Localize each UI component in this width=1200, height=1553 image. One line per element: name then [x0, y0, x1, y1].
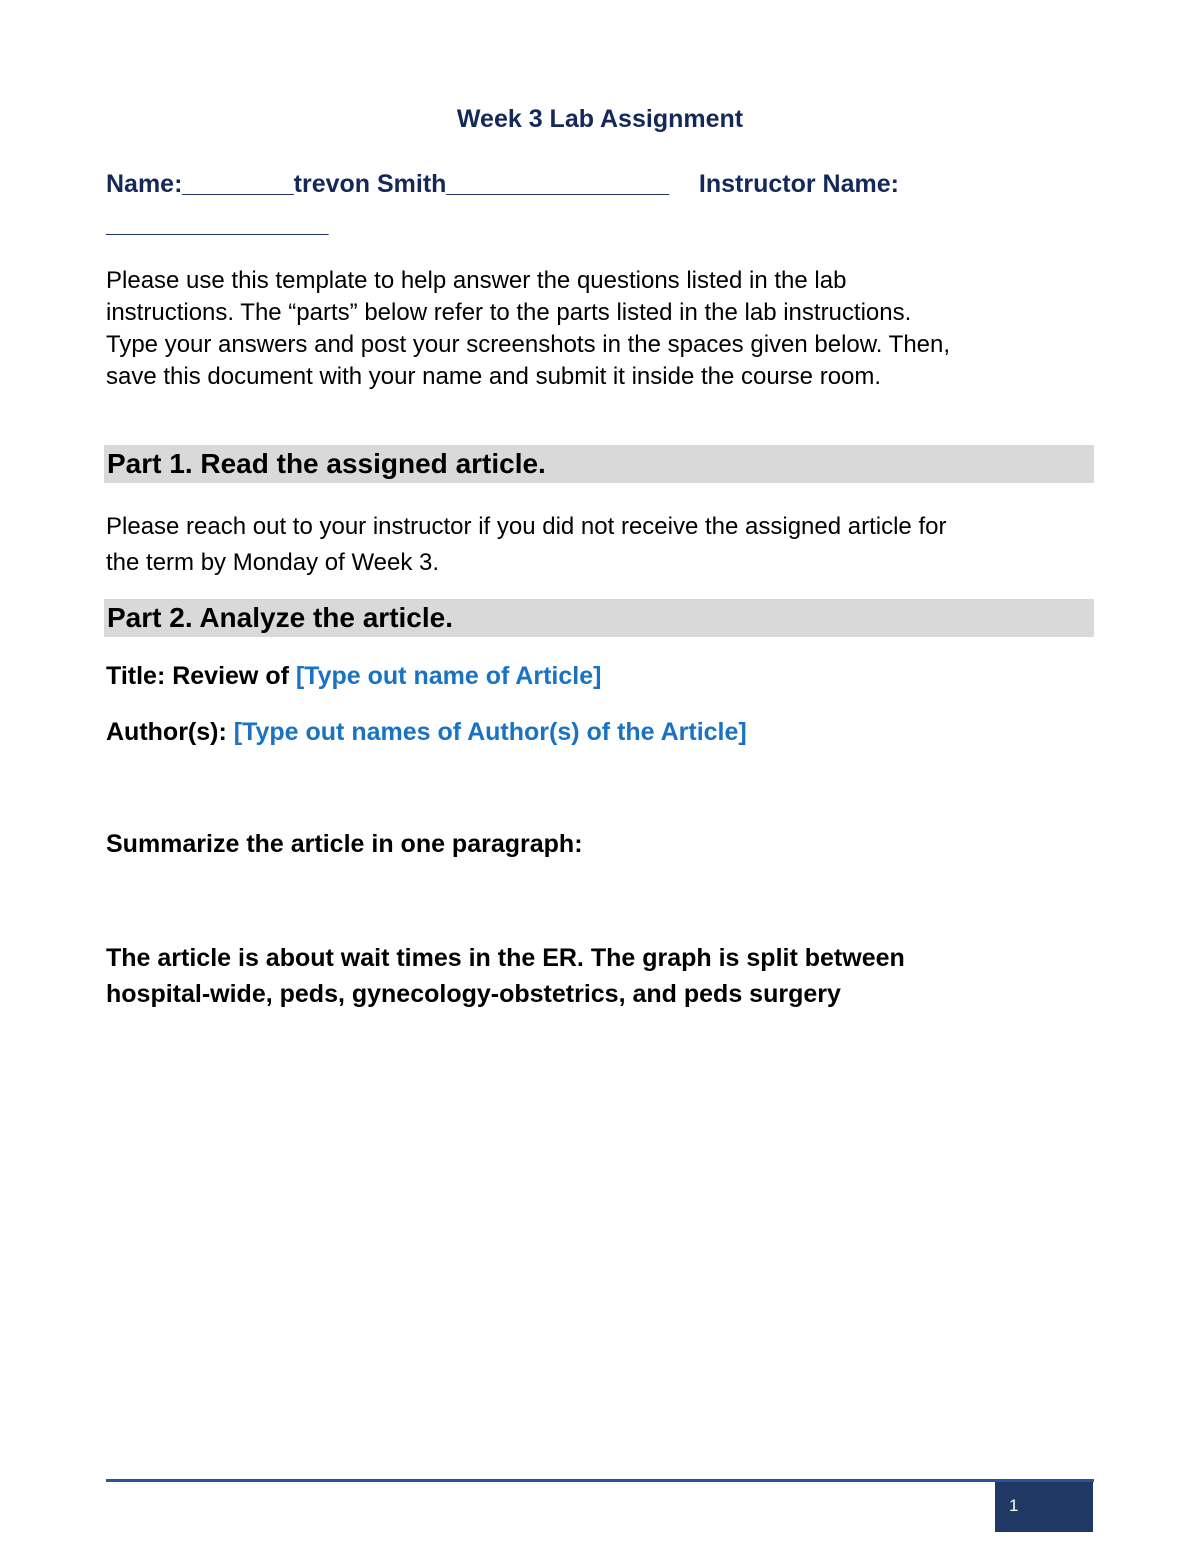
intro-line: instructions. The “parts” below refer to the parts listed in the lab instructions.: [106, 299, 912, 326]
instructor-name-label: Instructor Name:: [698, 170, 899, 198]
article-title-placeholder[interactable]: [Type out name of Article]: [295, 662, 602, 690]
intro-paragraph: [106, 265, 1106, 393]
part1-line: the term by Monday of Week 3.: [106, 549, 440, 576]
summary-answer[interactable]: [106, 940, 1106, 1012]
document-title: Week 3 Lab Assignment: [456, 105, 744, 133]
footer-divider: [106, 1479, 1094, 1482]
student-name-field[interactable]: Name:________trevon Smith________________: [106, 170, 669, 198]
summary-line: The article is about wait times in the ER. The graph is split between: [106, 944, 905, 972]
article-title-row: [106, 662, 601, 691]
intro-line: Type your answers and post your screenshots in the spaces given below. Then,: [106, 331, 951, 358]
page-number: 1: [1009, 1496, 1019, 1515]
name-line: [106, 170, 1106, 199]
summary-label: Summarize the article in one paragraph:: [106, 830, 583, 858]
article-author-label: Author(s):: [106, 718, 234, 746]
article-title-label: Title: Review of: [106, 662, 296, 690]
intro-line: Please use this template to help answer the questions listed in the lab: [106, 267, 847, 294]
part2-heading-bar: [104, 599, 1094, 637]
instructor-name-field[interactable]: ________________: [106, 210, 329, 238]
article-author-row: [106, 718, 747, 747]
part1-paragraph: [106, 509, 1106, 581]
intro-line: save this document with your name and submit it inside the course room.: [106, 363, 882, 390]
part2-heading: Part 2. Analyze the article.: [107, 602, 453, 633]
part1-heading: Part 1. Read the assigned article.: [107, 448, 546, 479]
summary-line: hospital-wide, peds, gynecology-obstetrics, and peds surgery: [106, 980, 841, 1008]
part1-line: Please reach out to your instructor if you did not receive the assigned article for: [106, 513, 947, 540]
part1-heading-bar: [104, 445, 1094, 483]
article-author-placeholder[interactable]: [Type out names of Author(s) of the Article]: [233, 718, 747, 746]
